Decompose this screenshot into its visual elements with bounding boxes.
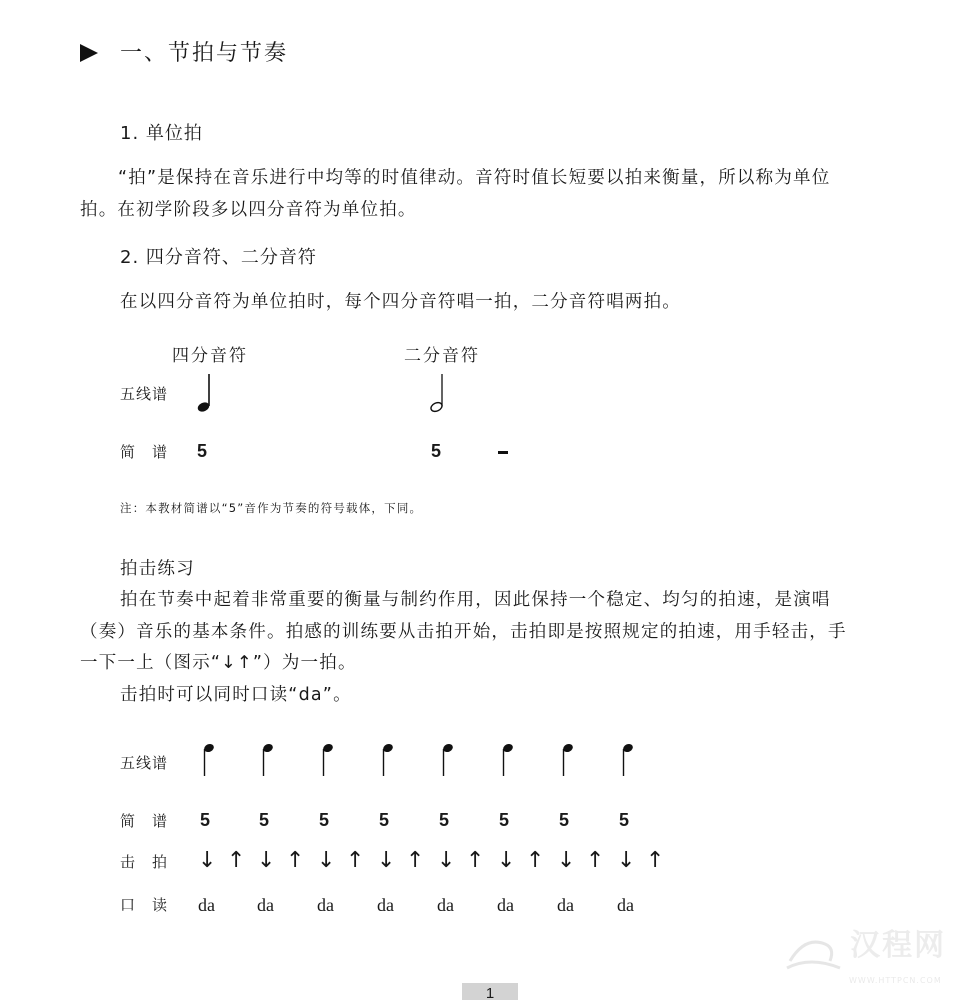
quarter-note-stem-up-icon xyxy=(439,742,455,778)
section-heading xyxy=(80,36,288,67)
quarter-jianpu-value: 5 xyxy=(197,441,208,461)
quarter-note-stem-up-icon xyxy=(259,742,275,778)
read-syllable: da xyxy=(257,895,274,915)
paragraph-line: 在以四分音符为单位拍时，每个四分音符唱一拍，二分音符唱两拍。 xyxy=(120,292,681,312)
page-number: 1 xyxy=(462,983,518,1000)
paragraph-line: 拍在节奏中起着非常重要的衡量与制约作用，因此保持一个稳定、均匀的拍速，是演唱 xyxy=(120,590,831,610)
read-syllable: da xyxy=(617,895,634,915)
read-syllable: da xyxy=(377,895,394,915)
up-arrow-icon: ↑ xyxy=(646,848,665,873)
paragraph-line: 一下一上（图示“↓↑”）为一拍。 xyxy=(80,653,357,673)
read-syllable: da xyxy=(497,895,514,915)
down-arrow-icon: ↓ xyxy=(617,848,636,873)
up-arrow-icon: ↑ xyxy=(526,848,545,873)
jianpu-value: 5 xyxy=(619,810,630,830)
footnote: 注：本教材简谱以“5”音作为节奏的符号载体，下同。 xyxy=(120,501,423,515)
up-arrow-icon: ↑ xyxy=(227,848,246,873)
practice-staff-label: 五线谱 xyxy=(120,754,169,772)
practice-beat-label: 击 拍 xyxy=(120,853,169,871)
quarter-note-stem-up-icon xyxy=(379,742,395,778)
half-jianpu-dash xyxy=(498,451,508,454)
down-arrow-icon: ↓ xyxy=(317,848,336,873)
jianpu-row-label: 简 谱 xyxy=(120,443,169,461)
paragraph-line: （奏）音乐的基本条件。拍感的训练要从击拍开始，击拍即是按照规定的拍速，用手轻击，手 xyxy=(80,622,847,642)
watermark-logo-icon xyxy=(785,926,845,976)
jianpu-value: 5 xyxy=(379,810,390,830)
read-syllable: da xyxy=(437,895,454,915)
half-note-label: 二分音符 xyxy=(404,346,480,366)
quarter-note-stem-up-icon xyxy=(319,742,335,778)
quarter-note-stem-up-icon xyxy=(619,742,635,778)
down-arrow-icon: ↓ xyxy=(377,848,396,873)
quarter-note-stem-up-icon xyxy=(559,742,575,778)
quarter-note-icon xyxy=(195,372,215,414)
jianpu-value: 5 xyxy=(319,810,330,830)
up-arrow-icon: ↑ xyxy=(406,848,425,873)
watermark xyxy=(785,920,946,985)
down-arrow-icon: ↓ xyxy=(497,848,516,873)
jianpu-value: 5 xyxy=(439,810,450,830)
up-arrow-icon: ↑ xyxy=(466,848,485,873)
practice-jianpu-label: 简 谱 xyxy=(120,812,169,830)
section-title: 一、节拍与节奏 xyxy=(120,41,289,66)
subsection-title-notes: 2. 四分音符、二分音符 xyxy=(120,247,317,268)
watermark-text: 汉程网 xyxy=(850,928,947,963)
half-jianpu-value: 5 xyxy=(431,441,442,461)
quarter-note-label: 四分音符 xyxy=(172,346,248,366)
jianpu-value: 5 xyxy=(259,810,270,830)
paragraph-line: “拍”是保持在音乐进行中均等的时值律动。音符时值长短要以拍来衡量，所以称为单位 xyxy=(118,168,831,188)
down-arrow-icon: ↓ xyxy=(198,848,217,873)
watermark-url: WWW.HTTPCN.COM xyxy=(849,975,942,985)
up-arrow-icon: ↑ xyxy=(286,848,305,873)
staff-row-label: 五线谱 xyxy=(120,385,169,403)
subsection-title-unit-beat: 1. 单位拍 xyxy=(120,123,203,144)
paragraph-line: 拍。在初学阶段多以四分音符为单位拍。 xyxy=(80,200,417,220)
jianpu-value: 5 xyxy=(559,810,570,830)
half-note-icon xyxy=(428,372,448,414)
jianpu-value: 5 xyxy=(200,810,211,830)
practice-title: 拍击练习 xyxy=(120,559,195,579)
up-arrow-icon: ↑ xyxy=(346,848,365,873)
read-syllable: da xyxy=(198,895,215,915)
triangle-marker-icon xyxy=(80,44,98,62)
read-syllable: da xyxy=(557,895,574,915)
paragraph-line: 击拍时可以同时口读“da”。 xyxy=(120,685,352,705)
practice-read-label: 口 读 xyxy=(120,896,169,914)
down-arrow-icon: ↓ xyxy=(257,848,276,873)
down-arrow-icon: ↓ xyxy=(437,848,456,873)
jianpu-value: 5 xyxy=(499,810,510,830)
read-syllable: da xyxy=(317,895,334,915)
quarter-note-stem-up-icon xyxy=(200,742,216,778)
quarter-note-stem-up-icon xyxy=(499,742,515,778)
down-arrow-icon: ↓ xyxy=(557,848,576,873)
up-arrow-icon: ↑ xyxy=(586,848,605,873)
